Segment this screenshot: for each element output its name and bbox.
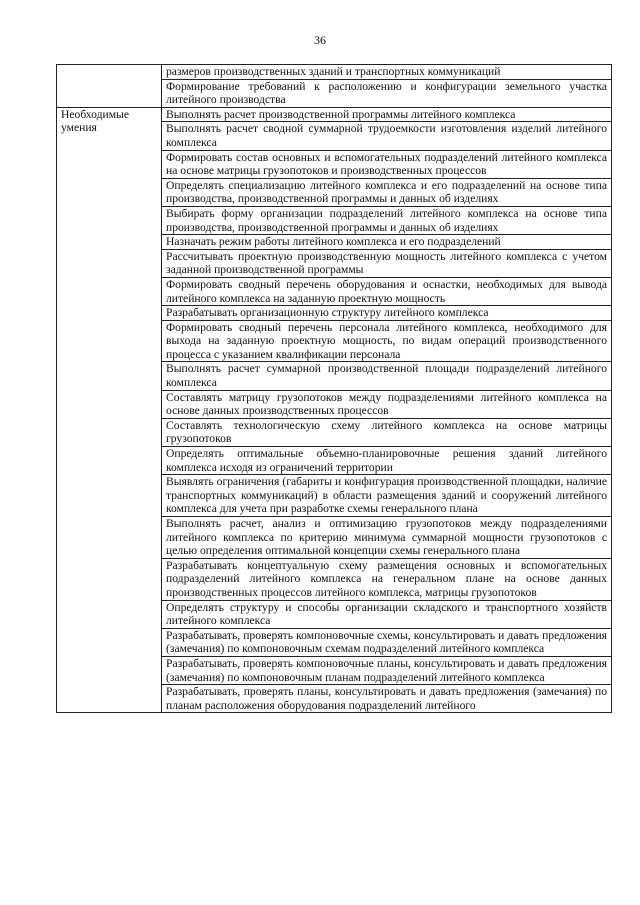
table-cell: Выполнять расчет суммарной производственной площади подразделений литейного комплекса: [162, 362, 612, 390]
table-cell: Определять специализацию литейного комплекса и его подразделений на основе типа производства, производственной программы и данных об изделиях: [162, 178, 612, 206]
table-row: [57, 107, 612, 122]
table-cell: Выбирать форму организации подразделений литейного комплекса на основе типа производства, производственной программы и данных об изделиях: [162, 206, 612, 234]
group-label-continued: [57, 65, 162, 108]
table-cell: Разрабатывать, проверять планы, консультировать и давать предложения (замечания) по планам расположения оборудования подразделений литейного: [162, 685, 612, 713]
table-cell: Формировать состав основных и вспомогательных подразделений литейного комплекса на основе матрицы грузопотоков и производственных процессов: [162, 150, 612, 178]
table-cell: Разрабатывать организационную структуру литейного комплекса: [162, 306, 612, 321]
table-cell: Выполнять расчет производственной программы литейного комплекса: [162, 107, 612, 122]
table-cell: Выявлять ограничения (габариты и конфигурация производственной площадки, наличие транспортных коммуникаций) в области размещения зданий и сооружений литейного комплекса для учета при разработке схемы генерального плана: [162, 475, 612, 517]
table-cell: Выполнять расчет, анализ и оптимизацию грузопотоков между подразделениями литейного комплекса по критерию минимума суммарной мощности грузопотоков с целью определения оптимальной концепции схемы генерального плана: [162, 517, 612, 559]
table-cell: Формировать сводный перечень персонала литейного комплекса, необходимого для выхода на заданную проектную мощность, по видам операций производственного процесса с указанием квалификации персонала: [162, 320, 612, 362]
page-number: 36: [314, 33, 326, 47]
table-cell: Назначать режим работы литейного комплекса и его подразделений: [162, 235, 612, 250]
table-cell: Составлять технологическую схему литейного комплекса на основе матрицы грузопотоков: [162, 418, 612, 446]
table-cell: Формировать сводный перечень оборудования и оснастки, необходимых для вывода литейного комплекса на заданную проектную мощность: [162, 277, 612, 305]
table-cell: Разрабатывать концептуальную схему размещения основных и вспомогательных подразделений литейного комплекса на генеральном плане на основе данных производственных процессов литейного комплекса, матрицы грузопотоков: [162, 558, 612, 600]
table-cell: Формирование требований к расположению и конфигурации земельного участка литейного производства: [162, 79, 612, 107]
table-cell: размеров производственных зданий и транспортных коммуникаций: [162, 65, 612, 80]
table-cell: Разрабатывать, проверять компоновочные схемы, консультировать и давать предложения (замечания) по компоновочным схемам подразделений литейного комплекса: [162, 628, 612, 656]
table-cell: Определять структуру и способы организации складского и транспортного хозяйств литейного комплекса: [162, 600, 612, 628]
requirements-table: [56, 64, 612, 713]
table-row: [57, 65, 612, 80]
table-cell: Составлять матрицу грузопотоков между подразделениями литейного комплекса на основе данных производственных процессов: [162, 390, 612, 418]
group-label-required-skills: Необходимые умения: [57, 107, 162, 713]
table-cell: Выполнять расчет сводной суммарной трудоемкости изготовления изделий литейного комплекса: [162, 122, 612, 150]
table-cell: Рассчитывать проектную производственную мощность литейного комплекса с учетом заданной производственной программы: [162, 249, 612, 277]
page-bottom-margin: [0, 862, 640, 905]
table-cell: Разрабатывать, проверять компоновочные планы, консультировать и давать предложения (замечания) по компоновочным планам подразделений литейного комплекса: [162, 656, 612, 684]
table-cell: Определять оптимальные объемно-планировочные решения зданий литейного комплекса исходя из ограничений территории: [162, 447, 612, 475]
